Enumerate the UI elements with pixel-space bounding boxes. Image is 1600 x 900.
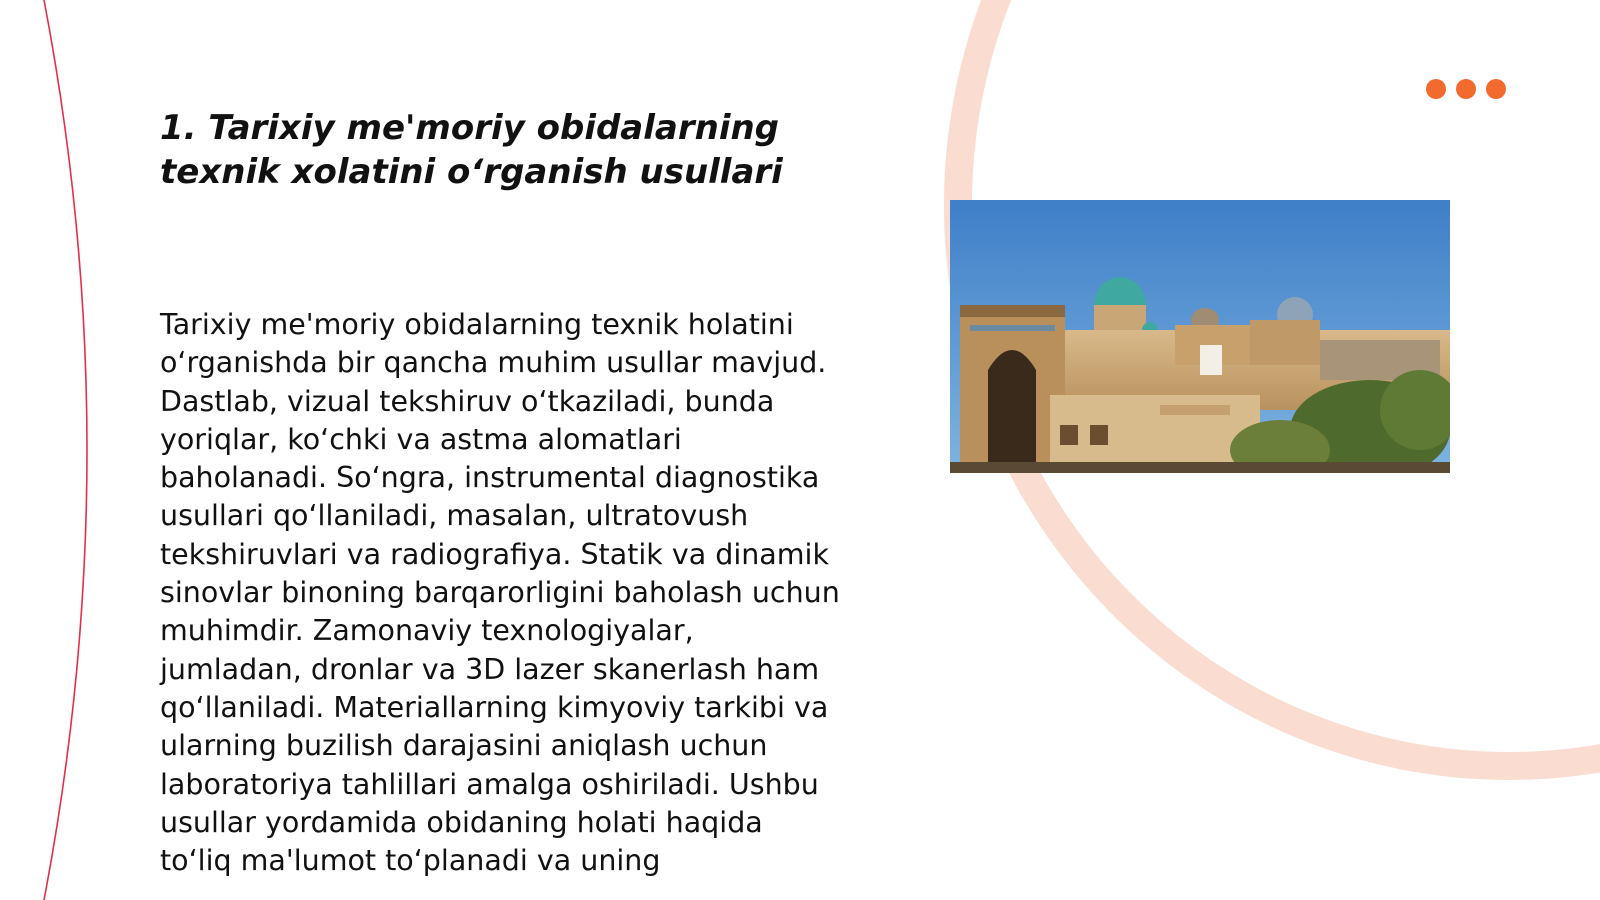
- dot-1: [1426, 79, 1446, 99]
- slide-body-text: Tarixiy me'moriy obidalarning texnik holatini o‘rganishda bir qancha muhim usullar mavjud. Dastlab, vizual tekshiruv o‘tkaziladi, bunda yoriqlar, ko‘chki va astma alomatlari baholanadi. So‘ngra, instrumental diagnostika usullari qo‘llaniladi, masalan, ultratovush tekshiruvlari va radiografiya. Statik va dinamik sinovlar binoning barqarorligini baholash uchun muhimdir. Zamonaviy texnologiyalar, jumladan, dronlar va 3D lazer skanerlash ham qo‘llaniladi. Materiallarning kimyoviy tarkibi va ularning buzilish darajasini aniqlash uchun laboratoriya tahlillari amalga oshiriladi. Ushbu usullar yordamida obidaning holati haqida to‘liq ma'lumot to‘planadi va uning: [160, 308, 840, 878]
- dot-3: [1486, 79, 1506, 99]
- decorative-left-curve: [0, 0, 140, 900]
- photo-illustration: [950, 200, 1450, 473]
- dot-2: [1456, 79, 1476, 99]
- more-dots-icon: [1426, 79, 1506, 99]
- architecture-photo: [950, 200, 1450, 473]
- slide-title: 1. Tarixiy me'moriy obidalarning texnik xolatini o‘rganish usullari: [160, 108, 783, 192]
